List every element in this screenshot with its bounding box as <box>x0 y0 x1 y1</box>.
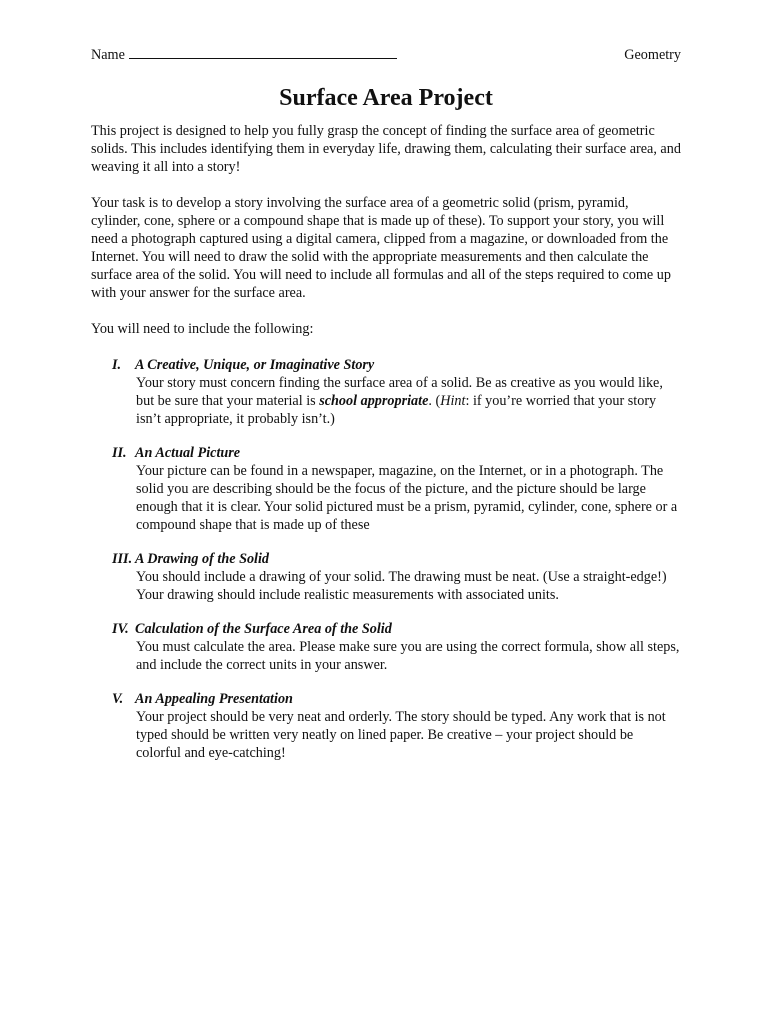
task-paragraph: Your task is to develop a story involving the surface area of a geometric solid (prism, pyramid, cylinder, cone, sphere or a compound shape that is made up of these). To support your story, you will need a photograph captured using a digital camera, clipped from a magazine, or downloaded from the Internet. You will need to draw the solid with the appropriate measurements and then calculate the surface area of the solid. You will need to include all formulas and all of the steps required to come up with your answer for the surface area. <box>91 195 671 301</box>
requirement-title: A Drawing of the Solid <box>135 551 270 567</box>
document-body <box>91 46 681 778</box>
requirement-body: Your picture can be found in a newspaper, magazine, on the Internet, or in a photograph. The solid you are describing should be the focus of the picture, and the picture should be large enough that it is clear. Your solid pictured must be a prism, pyramid, cylinder, cone, sphere or a compound shape that is made up of these <box>136 463 678 533</box>
name-field <box>91 46 397 64</box>
requirement-title: Calculation of the Surface Area of the Solid <box>135 621 392 637</box>
requirement-item <box>91 620 681 674</box>
requirement-body: Your project should be very neat and orderly. The story should be typed. Any work that is not typed should be written very neatly on lined paper. Be creative – your project should be colorful and eye-catching! <box>136 709 666 761</box>
requirement-title: An Appealing Presentation <box>135 691 293 707</box>
requirement-text: Your story must concern finding the surface area of a solid. Be as creative as you would like, but be sure that your material is <box>136 375 663 409</box>
page-title: Surface Area Project <box>279 85 493 111</box>
requirement-text: : if you’re worried that your story isn’t appropriate, it probably isn’t.) <box>136 393 657 427</box>
requirement-body: You should include a drawing of your solid. The drawing must be neat. (Use a straight-edge!) Your drawing should include realistic measurements with associated units. <box>136 569 667 603</box>
hint-label: Hint <box>440 393 466 409</box>
name-label: Name <box>91 47 125 63</box>
requirements-list <box>91 356 681 762</box>
requirement-heading <box>91 356 681 374</box>
intro-paragraph: This project is designed to help you fully grasp the concept of finding the surface area of geometric solids. This includes identifying them in everyday life, drawing them, calculating their surface area, and weaving it all into a story! <box>91 123 681 175</box>
requirement-item <box>91 444 681 534</box>
requirement-item <box>91 550 681 604</box>
requirement-title: An Actual Picture <box>135 445 241 461</box>
requirement-numeral: III. <box>112 551 133 567</box>
requirement-numeral: V. <box>112 691 124 707</box>
subject-label: Geometry <box>624 47 681 63</box>
include-paragraph: You will need to include the following: <box>91 321 314 337</box>
name-blank-line <box>129 46 397 59</box>
requirement-heading <box>91 444 681 462</box>
requirement-numeral: IV. <box>112 621 129 637</box>
requirement-item <box>91 356 681 428</box>
requirement-item <box>91 690 681 762</box>
requirement-title: A Creative, Unique, or Imaginative Story <box>135 357 375 373</box>
requirement-numeral: I. <box>112 357 122 373</box>
requirement-numeral: II. <box>112 445 127 461</box>
requirement-body <box>91 374 681 428</box>
requirement-heading <box>91 620 681 638</box>
requirement-body: You must calculate the area. Please make sure you are using the correct formula, show all steps, and include the correct units in your answer. <box>136 639 680 673</box>
requirement-text: . ( <box>428 393 441 409</box>
requirement-heading <box>91 690 681 708</box>
requirement-heading <box>91 550 681 568</box>
header-row <box>91 46 681 66</box>
emphasis-text: school appropriate <box>319 393 429 409</box>
